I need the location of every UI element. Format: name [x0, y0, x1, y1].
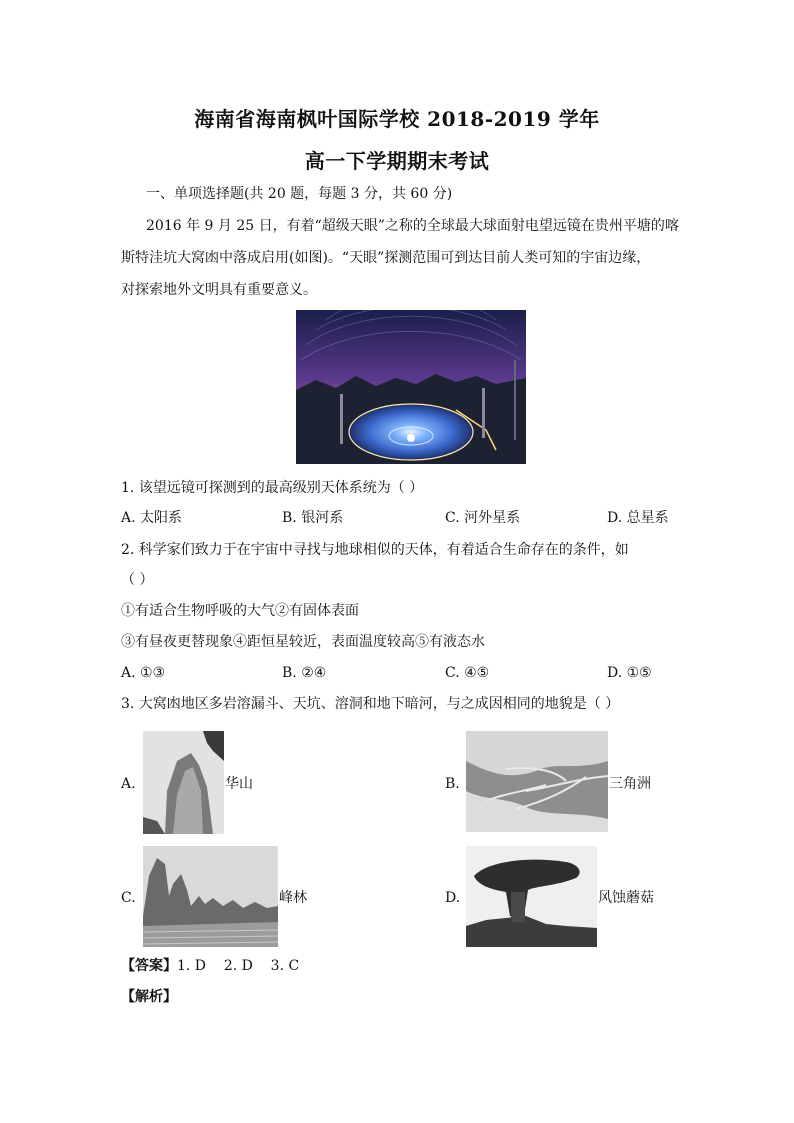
passage-line: 2016 年 9 月 25 日，有着“超级天眼”之称的全球最大球面射电望远镜在贵州平塘的喀 [146, 218, 679, 234]
question-2-stem: 2. 科学家们致力于在宇宙中寻找与地球相似的天体，有着适合生命存在的条件，如 [121, 542, 629, 558]
passage-line: 斯特洼坑大窝凼中落成启用(如图)。“天眼”探测范围可到达目前人类可知的宇宙边缘， [121, 250, 651, 266]
peak-forest-photo [143, 846, 278, 947]
question-2-stem-cont: （ ） [121, 572, 154, 588]
q3-option-d-label: 风蚀蘑菇 [598, 890, 654, 906]
q3-option-d-letter[interactable]: D. [445, 890, 461, 906]
q2-conditions-line: ③有昼夜更替现象④距恒星较近，表面温度较高⑤有液态水 [121, 634, 485, 650]
answer-label: 【答案】 [121, 958, 177, 974]
q1-option-a[interactable]: A. 太阳系 [121, 510, 183, 526]
passage-line: 对探索地外文明具有重要意义。 [121, 282, 317, 298]
q3-option-b-letter[interactable]: B. [445, 776, 460, 792]
analysis-label: 【解析】 [121, 989, 177, 1005]
mushroom-rock-photo [466, 846, 597, 947]
q1-option-b[interactable]: B. 银河系 [282, 510, 344, 526]
q3-option-a-label: 华山 [225, 776, 253, 792]
delta-photo [466, 731, 608, 832]
telescope-photo [296, 310, 526, 464]
q2-option-b[interactable]: B. ②④ [282, 665, 327, 681]
question-3-stem: 3. 大窝凼地区多岩溶漏斗、天坑、溶洞和地下暗河，与之成因相同的地貌是（ ） [121, 696, 620, 712]
q3-option-b-label: 三角洲 [609, 776, 651, 792]
section-heading: 一、单项选择题(共 20 题，每题 3 分，共 60 分) [146, 186, 453, 202]
q3-option-c-letter[interactable]: C. [121, 890, 136, 906]
exam-title-line1: 海南省海南枫叶国际学校 2018-2019 学年 [194, 107, 600, 131]
q2-option-d[interactable]: D. ①⑤ [607, 665, 652, 681]
answer-text: 1. D 2. D 3. C [177, 958, 300, 974]
exam-title-line2: 高一下学期期末考试 [304, 149, 490, 173]
question-1-stem: 1. 该望远镜可探测到的最高级别天体系统为（ ） [121, 480, 424, 496]
q3-option-c-label: 峰林 [279, 890, 307, 906]
q2-option-a[interactable]: A. ①③ [121, 665, 166, 681]
q2-conditions-line: ①有适合生物呼吸的大气②有固体表面 [121, 603, 359, 619]
q3-option-a-letter[interactable]: A. [121, 776, 136, 792]
q1-option-d[interactable]: D. 总星系 [607, 510, 669, 526]
huashan-photo [143, 731, 224, 834]
q2-option-c[interactable]: C. ④⑤ [445, 665, 490, 681]
answer-line [121, 956, 299, 976]
q1-option-c[interactable]: C. 河外星系 [445, 510, 521, 526]
